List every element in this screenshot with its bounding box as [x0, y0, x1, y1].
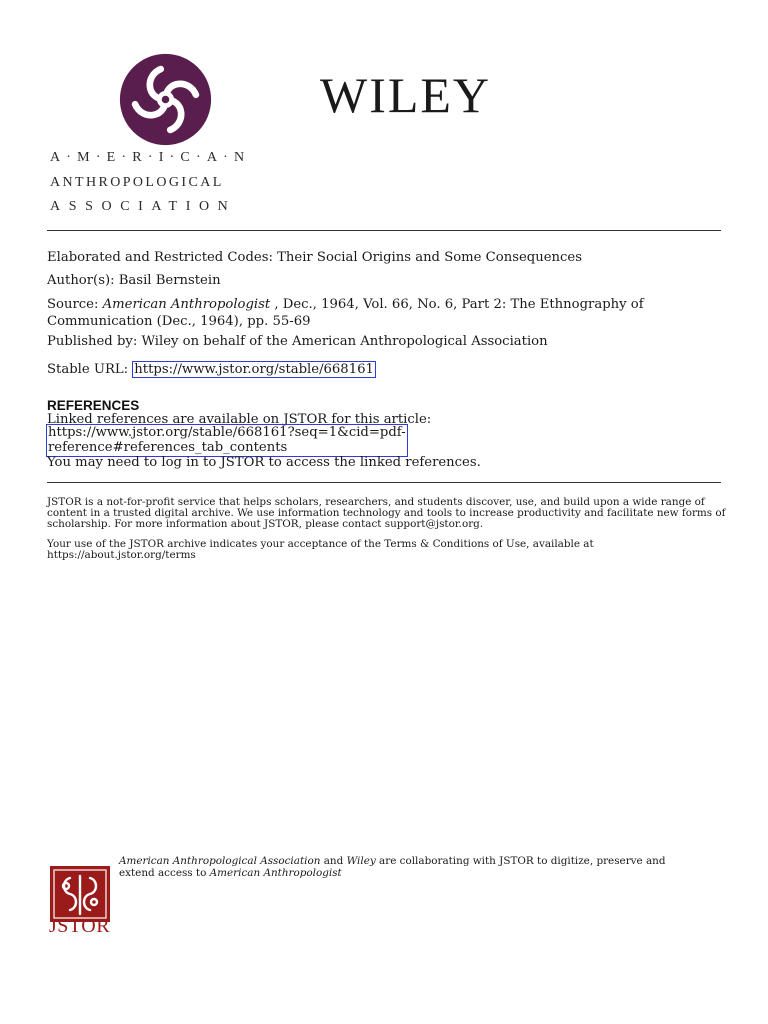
divider-bottom: [47, 482, 721, 483]
collab-org-2: Wiley: [346, 855, 376, 867]
collab-and: and: [320, 855, 347, 867]
collaboration-statement: [119, 855, 679, 879]
aaa-name-line-1: A·M·E·R·I·C·A·N: [50, 150, 251, 165]
jstor-info-paragraph: JSTOR is a not-for-profit service that helps scholars, researchers, and students discover, use, and build upon a wide range of content in a trusted digital archive. We use information technology and tools to increase productivity and facilitate new forms of scholarship. For more information about JSTOR, please contact support@jstor.org.: [47, 496, 726, 530]
article-title: Elaborated and Restricted Codes: Their Social Origins and Some Consequences: [47, 250, 582, 265]
divider-top: [47, 230, 721, 231]
source-journal: American Anthropologist: [102, 297, 271, 312]
aaa-name-line-3: ASSOCIATION: [50, 199, 237, 214]
references-linked-text: Linked references are available on JSTOR for this article:: [47, 412, 432, 427]
references-link[interactable]: [46, 424, 408, 457]
stable-url-row: [47, 361, 376, 378]
references-heading: REFERENCES: [47, 398, 140, 413]
spiral-logo-icon: [118, 52, 213, 147]
references-login-note: You may need to log in to JSTOR to access the linked references.: [47, 455, 481, 470]
terms-paragraph: Your use of the JSTOR archive indicates your acceptance of the Terms & Conditions of Use, available at https://about.jstor.org/terms: [47, 538, 594, 561]
stable-url-label: Stable URL:: [47, 362, 133, 377]
stable-url-link[interactable]: https://www.jstor.org/stable/668161: [134, 362, 374, 377]
aaa-name-line-2: ANTHROPOLOGICAL: [50, 175, 224, 190]
source-label: Source:: [47, 297, 103, 312]
collab-middle: are collaborating with JSTOR to digitize, preserve and extend access to: [119, 855, 666, 879]
article-source: [47, 296, 727, 330]
article-authors: Author(s): Basil Bernstein: [47, 273, 221, 288]
source-details: , Dec., 1964, Vol. 66, No. 6, Part 2: The Ethnography of Communication (Dec., 1964), pp. 55-69: [47, 297, 644, 329]
references-link-line-2[interactable]: reference#references_tab_contents: [48, 439, 288, 455]
jstor-wordmark: JSTOR: [49, 915, 111, 937]
collab-org-1: American Anthropological Association: [119, 855, 321, 867]
collab-journal: American Anthropologist: [209, 867, 342, 879]
wiley-logo: WILEY: [320, 67, 492, 123]
article-publisher: Published by: Wiley on behalf of the American Anthropological Association: [47, 334, 548, 349]
references-link-line-1[interactable]: https://www.jstor.org/stable/668161?seq=1&cid=pdf-: [48, 425, 406, 440]
